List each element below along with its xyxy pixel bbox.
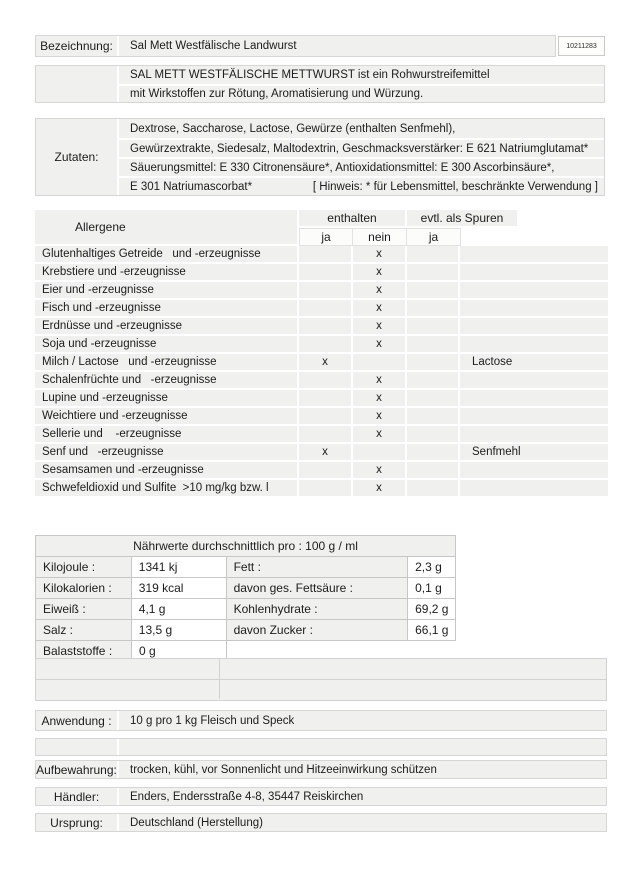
nutrition-cell-label1: Eiweiß :: [35, 598, 132, 620]
aufbewahrung-row: [35, 760, 607, 779]
haendler-row: [35, 787, 607, 806]
ursprung-value: Deutschland (Herstellung): [119, 814, 606, 831]
allergen-cell-spuren_text: [460, 336, 608, 354]
allergen-cell-ja: [299, 390, 353, 408]
anwendung-label: Anwendung :: [36, 711, 119, 730]
nutrition-cell-label2: Fett :: [226, 556, 409, 578]
allergen-cell-spuren_ja: [407, 336, 460, 354]
allergen-cell-nein: x: [353, 480, 407, 498]
nutrition-cell-label2: davon ges. Fettsäure :: [226, 577, 409, 599]
allergen-cell-spuren_ja: [407, 480, 460, 498]
allergen-cell-name: Senf und -erzeugnisse: [35, 444, 299, 462]
nutrition-cell-label1: Kilokalorien :: [35, 577, 132, 599]
allergen-row: [35, 264, 608, 282]
allergen-cell-spuren_text: [460, 390, 608, 408]
nutrition-cell-label2: davon Zucker :: [226, 619, 409, 641]
allergen-cell-nein: x: [353, 390, 407, 408]
allergen-cell-name: Fisch und -erzeugnisse: [35, 300, 299, 318]
allergen-table: [35, 210, 608, 498]
bezeichnung-row: [35, 35, 556, 57]
nutrition-cell-label1: Balaststoffe :: [35, 640, 132, 662]
allergen-cell-ja: [299, 408, 353, 426]
aufbewahrung-value: trocken, kühl, vor Sonnenlicht und Hitzeeinwirkung schützen: [119, 761, 606, 778]
nutrition-cell-label1: Salz :: [35, 619, 132, 641]
allergen-cell-spuren_text: [460, 426, 608, 444]
nutrition-cell-value1: 4,1 g: [131, 598, 227, 620]
zutaten-line-4: [119, 176, 604, 195]
ursprung-label: Ursprung:: [36, 814, 119, 831]
aufbewahrung-label: Aufbewahrung:: [36, 761, 119, 778]
allergen-row: [35, 336, 608, 354]
allergen-row: [35, 480, 608, 498]
allergen-cell-ja: [299, 264, 353, 282]
empty-cell: [36, 659, 220, 679]
bezeichnung-label: Bezeichnung:: [36, 36, 119, 56]
description-label-empty: [36, 66, 119, 102]
allergen-cell-spuren_ja: [407, 318, 460, 336]
nutrition-table-body: [35, 556, 456, 662]
allergen-cell-spuren_ja: [407, 390, 460, 408]
allergen-cell-name: Erdnüsse und -erzeugnisse: [35, 318, 299, 336]
allergen-cell-nein: x: [353, 282, 407, 300]
allergen-cell-nein: x: [353, 318, 407, 336]
allergen-cell-spuren_ja: [407, 282, 460, 300]
haendler-value: Enders, Endersstraße 4-8, 35447 Reiskirchen: [119, 788, 606, 805]
empty-label-row: [35, 738, 607, 756]
empty-block: [35, 658, 607, 701]
zutaten-label: Zutaten:: [36, 119, 119, 195]
allergen-row: [35, 390, 608, 408]
zutaten-line-2: Gewürzextrakte, Siedesalz, Maltodextrin, Geschmacksverstärker: E 621 Natriumglutamat*: [119, 138, 604, 157]
description-line-1: SAL METT WESTFÄLISCHE METTWURST ist ein Rohwurstreifemittel: [119, 66, 604, 84]
description-content: [119, 66, 604, 102]
allergen-cell-nein: x: [353, 300, 407, 318]
allergen-cell-nein: x: [353, 408, 407, 426]
allergen-cell-spuren_text: [460, 282, 608, 300]
allergen-cell-spuren_text: [460, 372, 608, 390]
allergen-cell-spuren_text: [460, 462, 608, 480]
zutaten-line-1: Dextrose, Saccharose, Lactose, Gewürze (enthalten Senfmehl),: [119, 119, 604, 138]
allergen-cell-name: Glutenhaltiges Getreide und -erzeugnisse: [35, 246, 299, 264]
allergen-header-enthalten: enthalten: [299, 210, 407, 228]
allergen-cell-name: Eier und -erzeugnisse: [35, 282, 299, 300]
allergen-cell-spuren_ja: [407, 264, 460, 282]
allergen-cell-spuren_text: [460, 246, 608, 264]
allergen-cell-spuren_text: Lactose: [460, 354, 608, 372]
nutrition-cell-value2: 69,2 g: [407, 598, 456, 620]
allergen-table-title: Allergene: [35, 210, 299, 246]
allergen-cell-spuren_text: [460, 264, 608, 282]
allergen-cell-spuren_ja: [407, 246, 460, 264]
allergen-table-body: [35, 246, 608, 498]
allergen-row: [35, 372, 608, 390]
nutrition-row: [35, 556, 456, 578]
allergen-cell-ja: x: [299, 354, 353, 372]
anwendung-value: 10 g pro 1 kg Fleisch und Speck: [119, 711, 606, 730]
nutrition-cell-label1: Kilojoule :: [35, 556, 132, 578]
nutrition-cell-value2: 2,3 g: [407, 556, 456, 578]
zutaten-line-4-left: E 301 Natriumascorbat*: [130, 180, 253, 193]
allergen-subheader-ja: ja: [299, 228, 353, 246]
haendler-label: Händler:: [36, 788, 119, 805]
allergen-cell-spuren_text: [460, 318, 608, 336]
allergen-cell-spuren_text: [460, 480, 608, 498]
allergen-cell-nein: x: [353, 372, 407, 390]
allergen-cell-name: Sellerie und -erzeugnisse: [35, 426, 299, 444]
allergen-cell-ja: [299, 282, 353, 300]
allergen-cell-name: Krebstiere und -erzeugnisse: [35, 264, 299, 282]
allergen-subheader-spuren-ja: ja: [406, 228, 461, 246]
allergen-row: [35, 426, 608, 444]
zutaten-line-3: Säuerungsmittel: E 330 Citronensäure*, Antioxidationsmittel: E 300 Ascorbinsäure*,: [119, 157, 604, 176]
nutrition-cell-value2: 66,1 g: [407, 619, 456, 641]
allergen-cell-nein: [353, 444, 407, 462]
allergen-cell-spuren_ja: [407, 462, 460, 480]
allergen-row: [35, 354, 608, 372]
nutrition-cell-value2: 0,1 g: [407, 577, 456, 599]
allergen-cell-spuren_ja: [407, 372, 460, 390]
allergen-cell-ja: [299, 246, 353, 264]
allergen-cell-ja: [299, 300, 353, 318]
allergen-cell-spuren_ja: [407, 444, 460, 462]
anwendung-row: [35, 710, 607, 731]
allergen-cell-nein: x: [353, 246, 407, 264]
empty-cell: [119, 739, 606, 755]
allergen-cell-name: Schalenfrüchte und -erzeugnisse: [35, 372, 299, 390]
allergen-cell-ja: [299, 336, 353, 354]
allergen-cell-name: Weichtiere und -erzeugnisse: [35, 408, 299, 426]
nutrition-cell-value1: 1341 kj: [131, 556, 227, 578]
allergen-cell-name: Sesamsamen und -erzeugnisse: [35, 462, 299, 480]
nutrition-row: [35, 598, 456, 620]
nutrition-cell-value1: 319 kcal: [131, 577, 227, 599]
allergen-cell-ja: x: [299, 444, 353, 462]
allergen-cell-ja: [299, 480, 353, 498]
nutrition-cell-label2: Kohlenhydrate :: [226, 598, 409, 620]
allergen-row: [35, 282, 608, 300]
allergen-row: [35, 246, 608, 264]
allergen-cell-name: Soja und -erzeugnisse: [35, 336, 299, 354]
allergen-cell-nein: x: [353, 462, 407, 480]
nutrition-table: [35, 535, 456, 662]
allergen-row: [35, 318, 608, 336]
allergen-cell-nein: x: [353, 336, 407, 354]
allergen-cell-ja: [299, 318, 353, 336]
zutaten-line-4-hinweis: [ Hinweis: * für Lebensmittel, beschränkte Verwendung ]: [312, 180, 598, 193]
allergen-cell-spuren_ja: [407, 300, 460, 318]
allergen-cell-spuren_text: [460, 408, 608, 426]
allergen-header-spuren: evtl. als Spuren: [407, 210, 517, 228]
bezeichnung-value: Sal Mett Westfälische Landwurst: [119, 36, 555, 56]
nutrition-row: [35, 619, 456, 641]
empty-row-2: [36, 679, 606, 699]
allergen-cell-nein: x: [353, 426, 407, 444]
empty-row-1: [36, 659, 606, 679]
empty-cell: [36, 680, 220, 699]
allergen-row: [35, 300, 608, 318]
allergen-cell-name: Lupine und -erzeugnisse: [35, 390, 299, 408]
article-number: 10211283: [558, 36, 605, 56]
allergen-cell-nein: [353, 354, 407, 372]
allergen-cell-spuren_ja: [407, 408, 460, 426]
empty-cell: [36, 739, 119, 755]
nutrition-row: [35, 577, 456, 599]
allergen-cell-spuren_ja: [407, 426, 460, 444]
empty-cell: [220, 659, 606, 679]
allergen-cell-ja: [299, 426, 353, 444]
description-line-2: mit Wirkstoffen zur Rötung, Aromatisierung und Würzung.: [119, 84, 604, 102]
allergen-row: [35, 444, 608, 462]
nutrition-cell-value1: 13,5 g: [131, 619, 227, 641]
nutrition-cell-value1: 0 g: [131, 640, 227, 662]
allergen-cell-ja: [299, 372, 353, 390]
allergen-row: [35, 462, 608, 480]
empty-cell: [220, 680, 606, 699]
ursprung-row: [35, 813, 607, 832]
nutrition-title: Nährwerte durchschnittlich pro : 100 g / ml: [35, 535, 456, 557]
allergen-cell-ja: [299, 462, 353, 480]
allergen-cell-nein: x: [353, 264, 407, 282]
zutaten-block: [35, 118, 605, 196]
allergen-row: [35, 408, 608, 426]
allergen-cell-spuren_text: [460, 300, 608, 318]
allergen-cell-name: Milch / Lactose und -erzeugnisse: [35, 354, 299, 372]
allergen-subheader-nein: nein: [352, 228, 407, 246]
zutaten-content: [119, 119, 604, 195]
allergen-cell-spuren_ja: [407, 354, 460, 372]
description-block: [35, 65, 605, 103]
allergen-cell-spuren_text: Senfmehl: [460, 444, 608, 462]
allergen-cell-name: Schwefeldioxid und Sulfite >10 mg/kg bzw. l: [35, 480, 299, 498]
